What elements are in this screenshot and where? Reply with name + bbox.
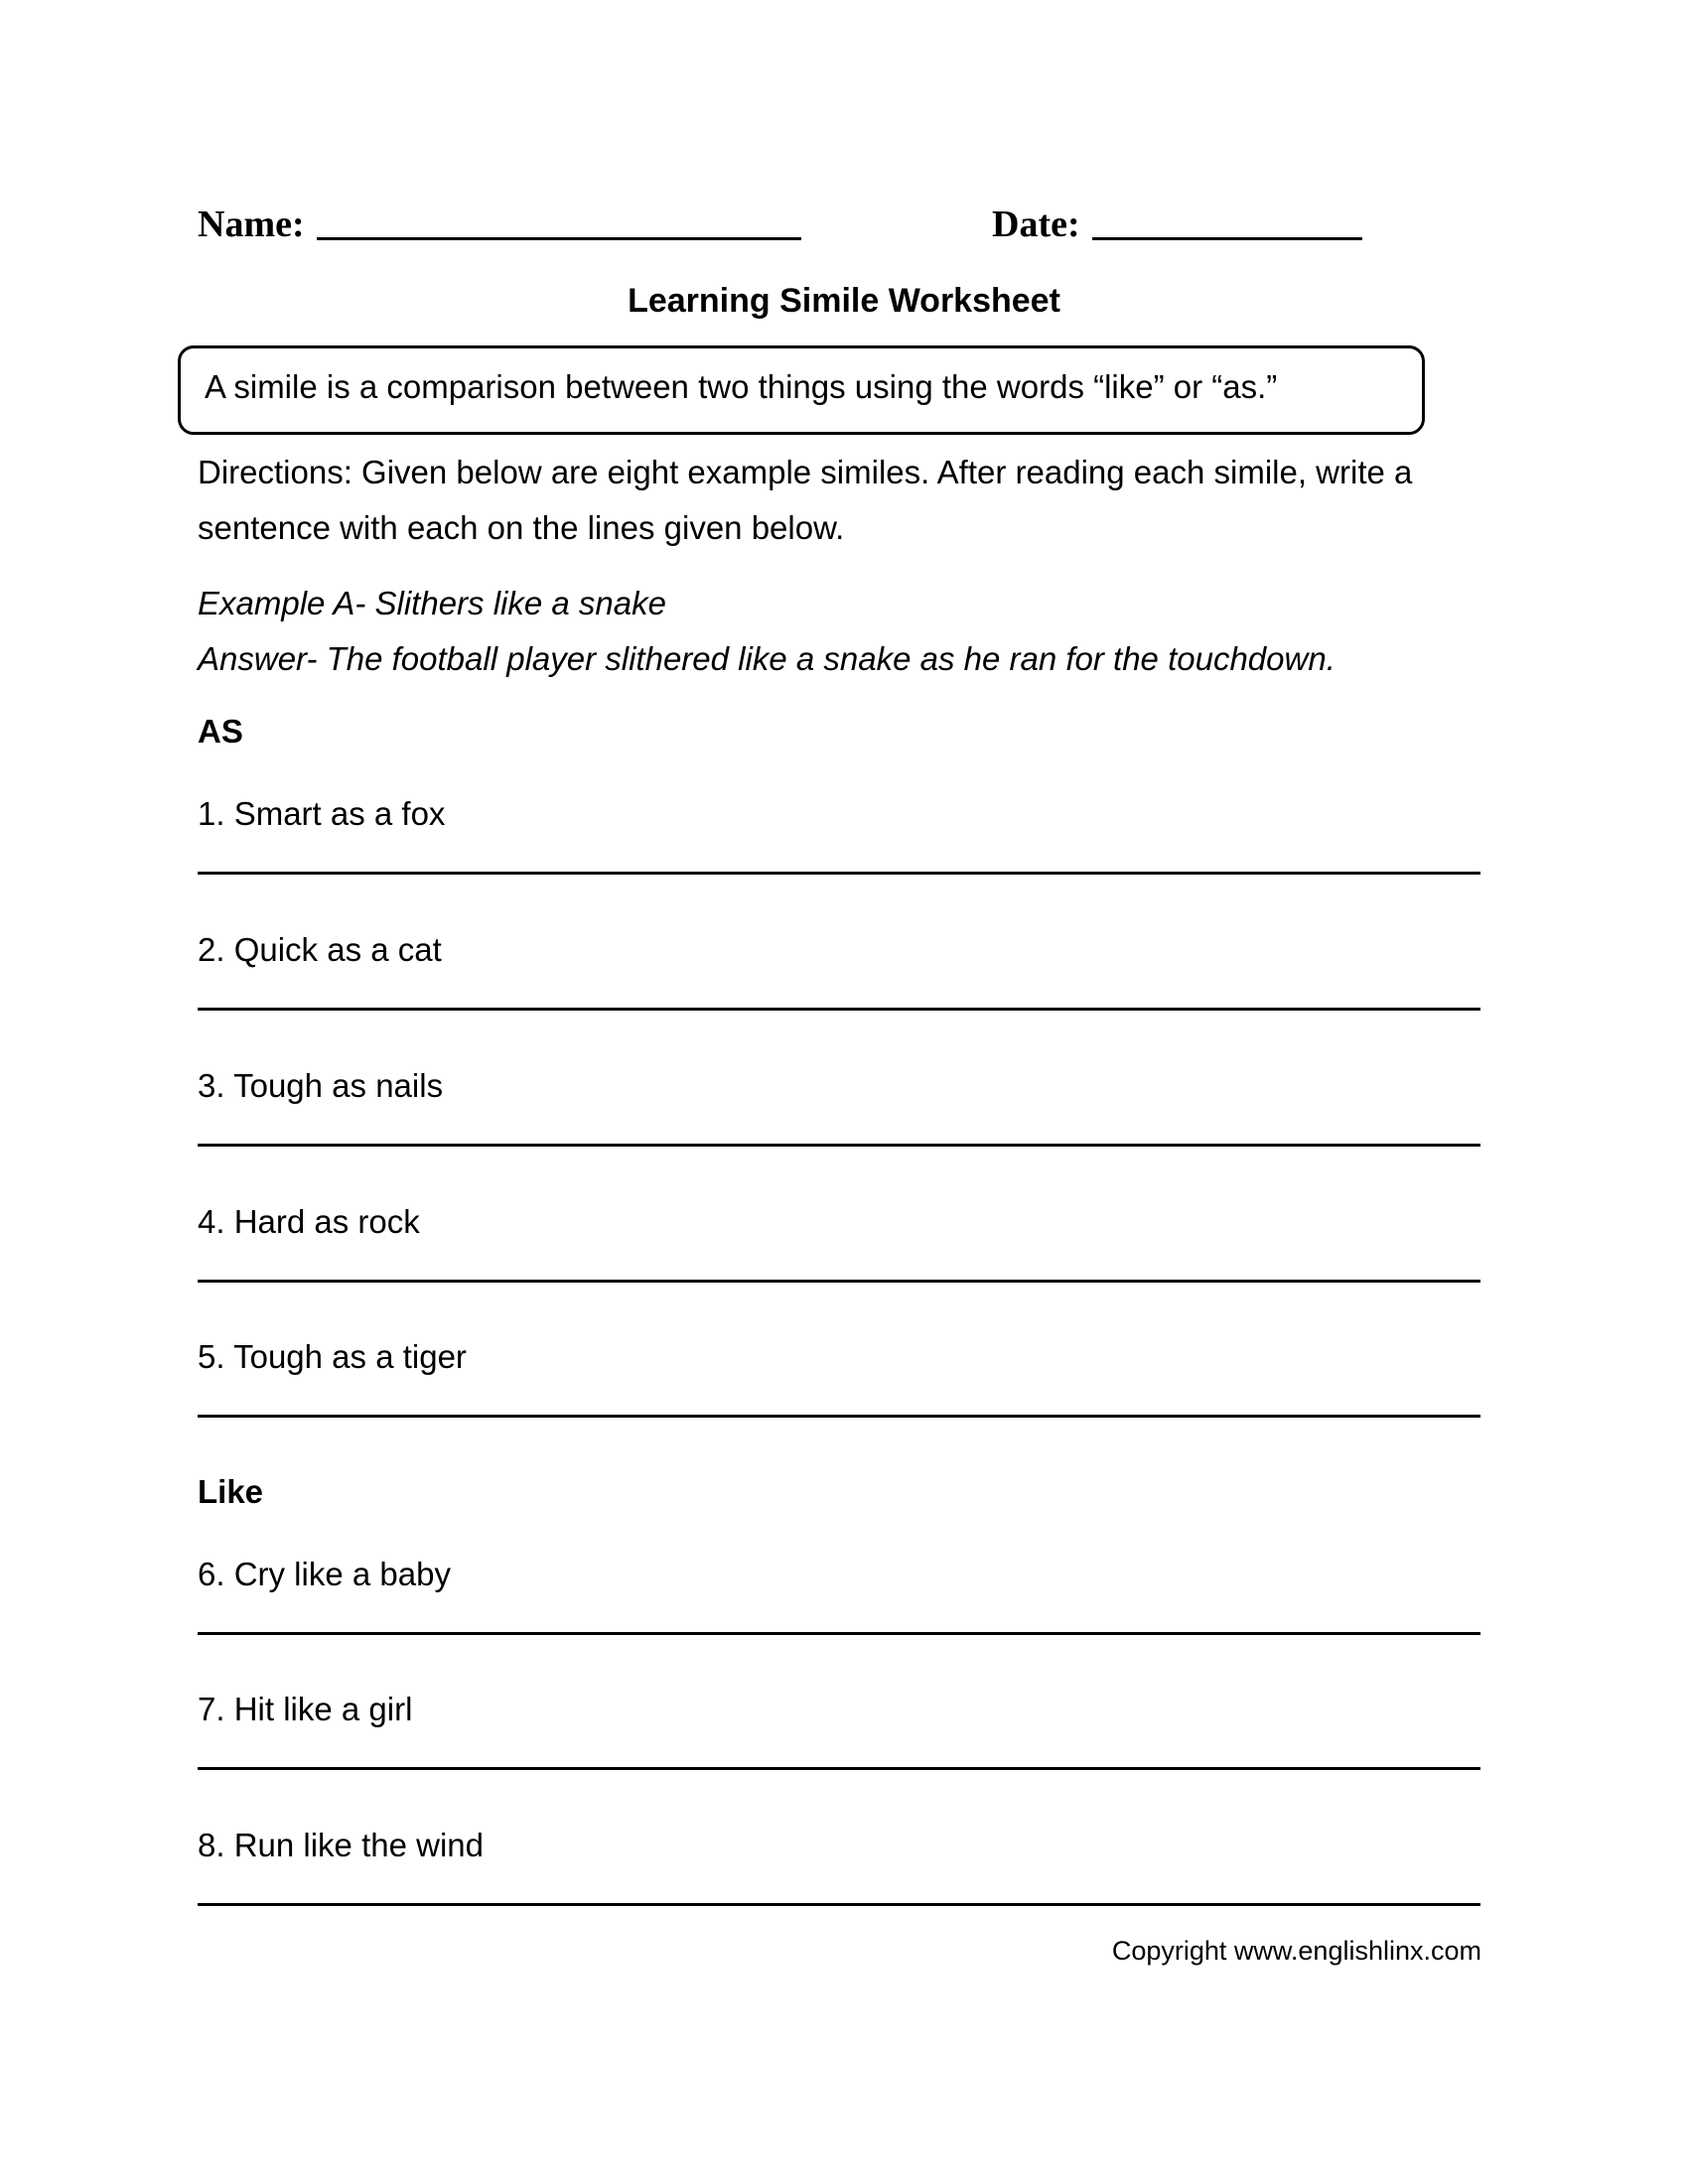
item-prompt: 1. Smart as a fox bbox=[198, 795, 446, 832]
page-title: Learning Simile Worksheet bbox=[628, 282, 1060, 320]
answer-line[interactable] bbox=[198, 1144, 1480, 1147]
copyright-text: Copyright www.englishlinx.com bbox=[1111, 1936, 1481, 1966]
item-prompt: 7. Hit like a girl bbox=[198, 1691, 413, 1727]
answer-line[interactable] bbox=[198, 872, 1480, 875]
name-field[interactable] bbox=[198, 195, 801, 246]
item-prompt: 3. Tough as nails bbox=[198, 1067, 444, 1104]
answer-line[interactable] bbox=[198, 1903, 1480, 1906]
definition-box bbox=[178, 345, 1425, 435]
date-blank-line[interactable] bbox=[1092, 202, 1362, 240]
name-blank-line[interactable] bbox=[317, 202, 801, 240]
answer-line[interactable] bbox=[198, 1008, 1480, 1011]
header-fields bbox=[198, 195, 1478, 246]
section-heading-as: AS bbox=[198, 713, 243, 750]
item-prompt: 2. Quick as a cat bbox=[198, 931, 442, 968]
item-prompt: 6. Cry like a baby bbox=[198, 1556, 451, 1592]
answer-line[interactable] bbox=[198, 1632, 1480, 1635]
answer-line[interactable] bbox=[198, 1280, 1480, 1283]
directions-text: Directions: Given below are eight example similes. After reading each simile, write a sentence with each on the lines given below. bbox=[198, 454, 1413, 546]
list-item bbox=[198, 1064, 1480, 1108]
definition-text: A simile is a comparison between two things using the words “like” or “as.” bbox=[205, 368, 1278, 405]
name-label: Name: bbox=[198, 204, 305, 245]
example-prompt: Example A- Slithers like a snake bbox=[198, 585, 666, 621]
list-item bbox=[198, 792, 1480, 836]
example-answer: Answer- The football player slithered like a snake as he ran for the touchdown. bbox=[198, 640, 1336, 677]
list-item bbox=[198, 928, 1480, 972]
example-block bbox=[198, 576, 1488, 687]
item-prompt: 8. Run like the wind bbox=[198, 1827, 484, 1863]
list-item bbox=[198, 1688, 1480, 1731]
item-prompt: 4. Hard as rock bbox=[198, 1203, 420, 1240]
answer-line[interactable] bbox=[198, 1767, 1480, 1770]
list-item bbox=[198, 1335, 1480, 1379]
date-field[interactable] bbox=[992, 195, 1362, 246]
list-item bbox=[198, 1824, 1480, 1867]
list-item bbox=[198, 1553, 1480, 1596]
item-prompt: 5. Tough as a tiger bbox=[198, 1338, 467, 1375]
list-item bbox=[198, 1200, 1480, 1244]
section-heading-like: Like bbox=[198, 1473, 264, 1510]
answer-line[interactable] bbox=[198, 1415, 1480, 1418]
date-label: Date: bbox=[992, 204, 1080, 245]
